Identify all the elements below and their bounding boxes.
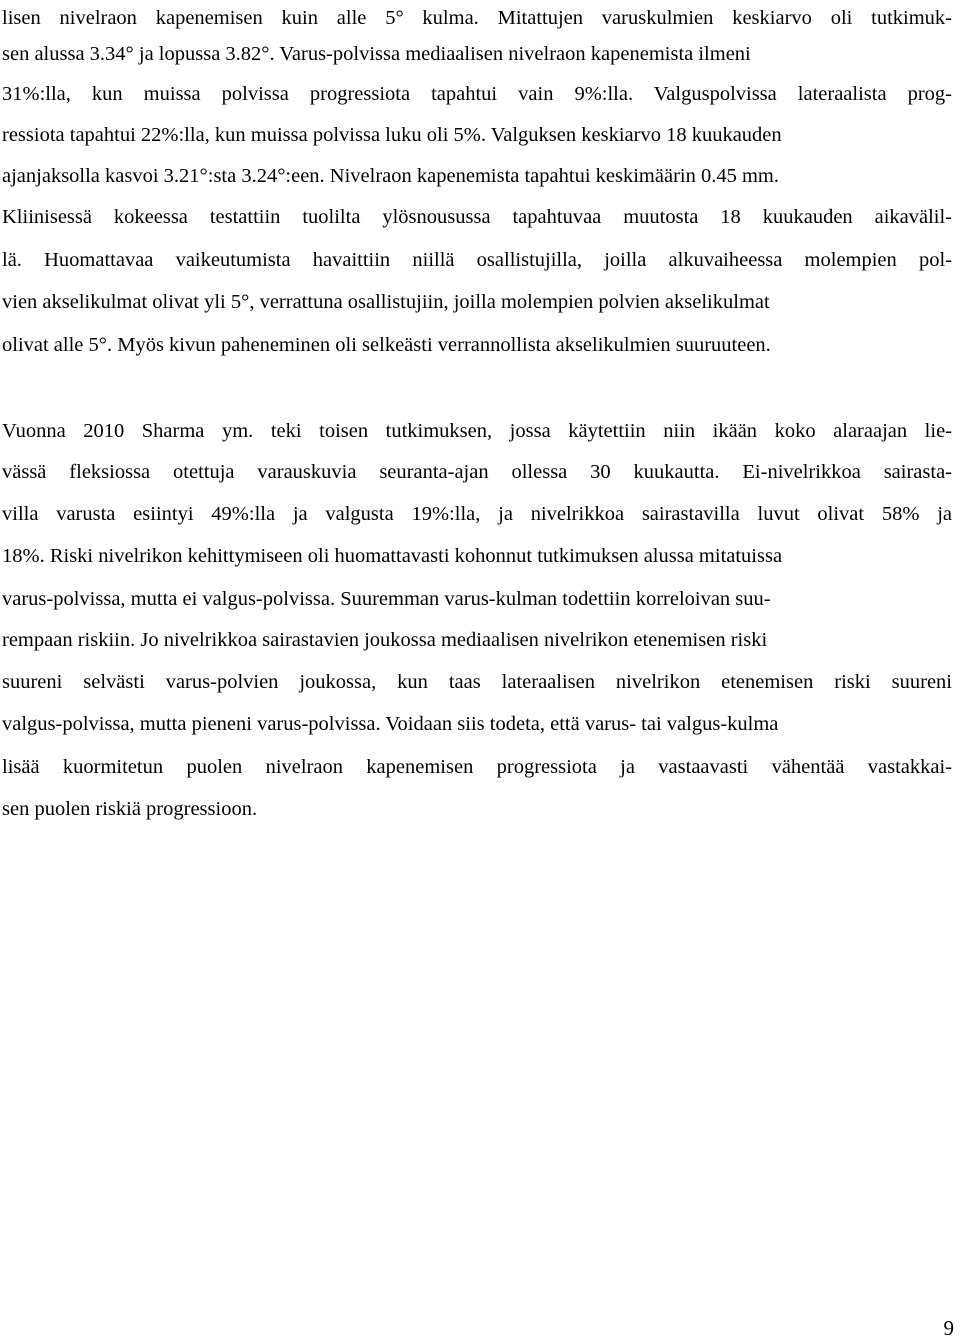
text-line: lä. Huomattavaa vaikeutumista havaittiin niillä osallistujilla, joilla alkuvaiheessa molempien pol- — [2, 249, 952, 271]
text-line: 18%. Riski nivelrikon kehittymiseen oli huomattavasti kohonnut tutkimuksen alussa mitatuissa — [2, 545, 783, 567]
text-line: olivat alle 5°. Myös kivun paheneminen oli selkeästi verrannollista akselikulmien suuruuteen. — [2, 334, 771, 356]
text-line: lisää kuormitetun puolen nivelraon kapenemisen progressiota ja vastaavasti vähentää vastakkai- — [2, 756, 952, 778]
text-line: valgus-polvissa, mutta pieneni varus-polvissa. Voidaan siis todeta, että varus- tai valgus-kulma — [2, 713, 779, 735]
text-line: Kliinisessä kokeessa testattiin tuolilta ylösnousussa tapahtuvaa muutosta 18 kuukauden aikavälil- — [2, 206, 952, 228]
page-number: 9 — [943, 1316, 954, 1340]
text-line: varus-polvissa, mutta ei valgus-polvissa. Suuremman varus-kulman todettiin korreloivan suu- — [2, 588, 771, 610]
text-line: sen puolen riskiä progressioon. — [2, 798, 258, 820]
text-line: ressiota tapahtui 22%:lla, kun muissa polvissa luku oli 5%. Valguksen keskiarvo 18 kuukauden — [2, 124, 782, 146]
text-line: 31%:lla, kun muissa polvissa progressiota tapahtui vain 9%:lla. Valguspolvissa lateraalista prog- — [2, 83, 952, 105]
text-line: rempaan riskiin. Jo nivelrikkoa sairastavien joukossa mediaalisen nivelrikon etenemisen riski — [2, 629, 768, 651]
text-line: vien akselikulmat olivat yli 5°, verrattuna osallistujiin, joilla molempien polvien akselikulmat — [2, 291, 770, 313]
text-line: lisen nivelraon kapenemisen kuin alle 5° kulma. Mitattujen varuskulmien keskiarvo oli tutkimuk- — [2, 7, 952, 29]
text-line: suureni selvästi varus-polvien joukossa, kun taas lateraalisen nivelrikon etenemisen riski suureni — [2, 671, 952, 693]
text-line: sen alussa 3.34° ja lopussa 3.82°. Varus-polvissa mediaalisen nivelraon kapenemista ilmeni — [2, 43, 751, 65]
text-line: Vuonna 2010 Sharma ym. teki toisen tutkimuksen, jossa käytettiin niin ikään koko alaraajan lie- — [2, 420, 952, 442]
text-line: ajanjaksolla kasvoi 3.21°:sta 3.24°:een. Nivelraon kapenemista tapahtui keskimäärin 0.45 mm. — [2, 165, 779, 187]
text-line: vässä fleksiossa otettuja varauskuvia seuranta-ajan ollessa 30 kuukautta. Ei-nivelrikkoa sairasta- — [2, 461, 952, 483]
text-line: villa varusta esiintyi 49%:lla ja valgusta 19%:lla, ja nivelrikkoa sairastavilla luvut olivat 58% ja — [2, 503, 952, 525]
